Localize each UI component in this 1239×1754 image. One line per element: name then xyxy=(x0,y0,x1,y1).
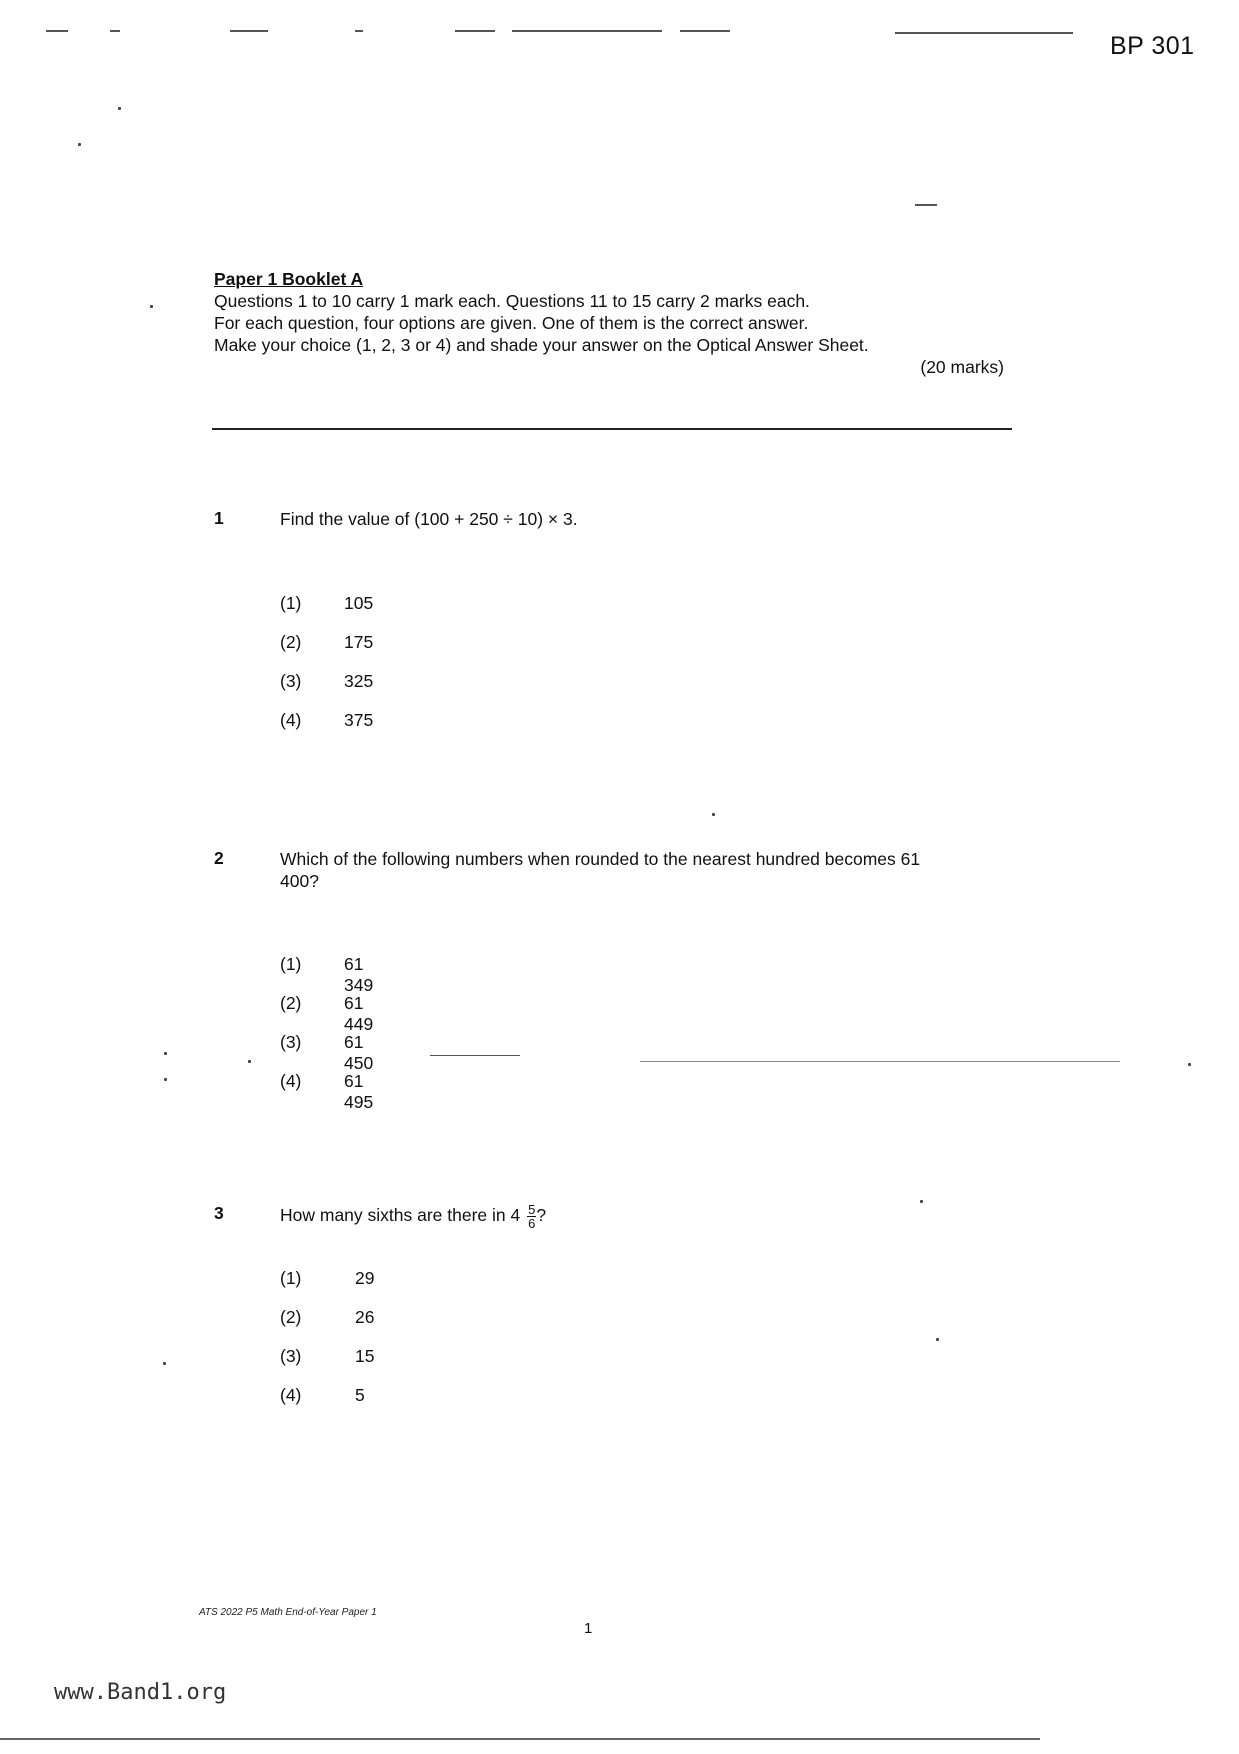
scan-mark xyxy=(355,30,363,32)
question-text: Find the value of (100 + 250 ÷ 10) × 3. xyxy=(280,509,578,529)
option-value: 61 449 xyxy=(344,993,374,1034)
scan-mark xyxy=(640,1061,1120,1062)
option-label: (3) xyxy=(280,671,302,691)
option-label: (2) xyxy=(280,993,302,1013)
scan-mark xyxy=(78,143,81,146)
question-text-start: How many sixths are there in 4 xyxy=(280,1205,521,1226)
option-label: (4) xyxy=(280,710,302,730)
instruction-line: For each question, four options are given. One of them is the correct answer. xyxy=(214,313,809,333)
question-text: Which of the following numbers when rounded to the nearest hundred becomes 61 400? xyxy=(280,849,921,891)
scan-mark xyxy=(163,1362,166,1365)
question-number: 3 xyxy=(214,1203,224,1223)
option-label: (3) xyxy=(280,1032,302,1052)
option-value: 61 495 xyxy=(344,1071,374,1112)
footer-note: ATS 2022 P5 Math End-of-Year Paper 1 xyxy=(199,1607,377,1618)
scan-mark xyxy=(430,1055,520,1056)
option-label: (2) xyxy=(280,632,302,652)
scan-mark xyxy=(118,107,121,110)
scan-mark xyxy=(150,305,153,308)
scan-mark xyxy=(164,1078,167,1081)
scan-mark xyxy=(455,30,495,32)
scan-mark xyxy=(0,1738,1040,1740)
option-value: 375 xyxy=(344,710,374,730)
option-label: (3) xyxy=(280,1346,302,1366)
option-value: 61 349 xyxy=(344,954,374,995)
scan-mark xyxy=(46,30,68,32)
option-label: (2) xyxy=(280,1307,302,1327)
option-value: 105 xyxy=(344,593,374,613)
question-number: 2 xyxy=(214,848,224,868)
paper-code: BP 301 xyxy=(1110,32,1195,60)
question-number: 1 xyxy=(214,508,224,528)
booklet-heading: Paper 1 Booklet A xyxy=(214,269,364,289)
scan-mark xyxy=(915,204,937,206)
watermark: www.Band1.org xyxy=(54,1680,227,1705)
scan-mark xyxy=(895,32,1073,34)
scan-mark xyxy=(164,1052,167,1055)
fraction-numerator: 5 xyxy=(528,1202,536,1217)
instructions-block xyxy=(214,268,1014,378)
option-value: 325 xyxy=(344,671,374,691)
divider xyxy=(212,428,1012,430)
option-value: 29 xyxy=(355,1268,375,1288)
total-marks: (20 marks) xyxy=(920,357,1004,377)
mixed-fraction xyxy=(527,1203,536,1230)
scan-mark xyxy=(936,1338,939,1341)
option-label: (4) xyxy=(280,1071,302,1091)
option-value: 61 450 xyxy=(344,1032,374,1073)
instruction-line: Questions 1 to 10 carry 1 mark each. Questions 11 to 15 carry 2 marks each. xyxy=(214,291,810,311)
option-value: 5 xyxy=(355,1385,365,1405)
option-label: (1) xyxy=(280,1268,302,1288)
fraction-denominator: 6 xyxy=(528,1216,536,1231)
option-value: 15 xyxy=(355,1346,375,1366)
scan-mark xyxy=(1188,1063,1191,1066)
scan-mark xyxy=(512,30,662,32)
scan-mark xyxy=(230,30,268,32)
option-label: (1) xyxy=(280,593,302,613)
scan-mark xyxy=(712,813,715,816)
scan-mark xyxy=(248,1060,251,1063)
scan-mark xyxy=(680,30,730,32)
question-text-end: ? xyxy=(536,1205,547,1226)
instruction-line: Make your choice (1, 2, 3 or 4) and shade your answer on the Optical Answer Sheet. xyxy=(214,335,869,355)
option-label: (4) xyxy=(280,1385,302,1405)
option-value: 26 xyxy=(355,1307,375,1327)
option-label: (1) xyxy=(280,954,302,974)
page-number: 1 xyxy=(584,1620,593,1637)
question-text xyxy=(280,1203,980,1230)
scan-mark xyxy=(110,30,120,32)
option-value: 175 xyxy=(344,632,374,652)
